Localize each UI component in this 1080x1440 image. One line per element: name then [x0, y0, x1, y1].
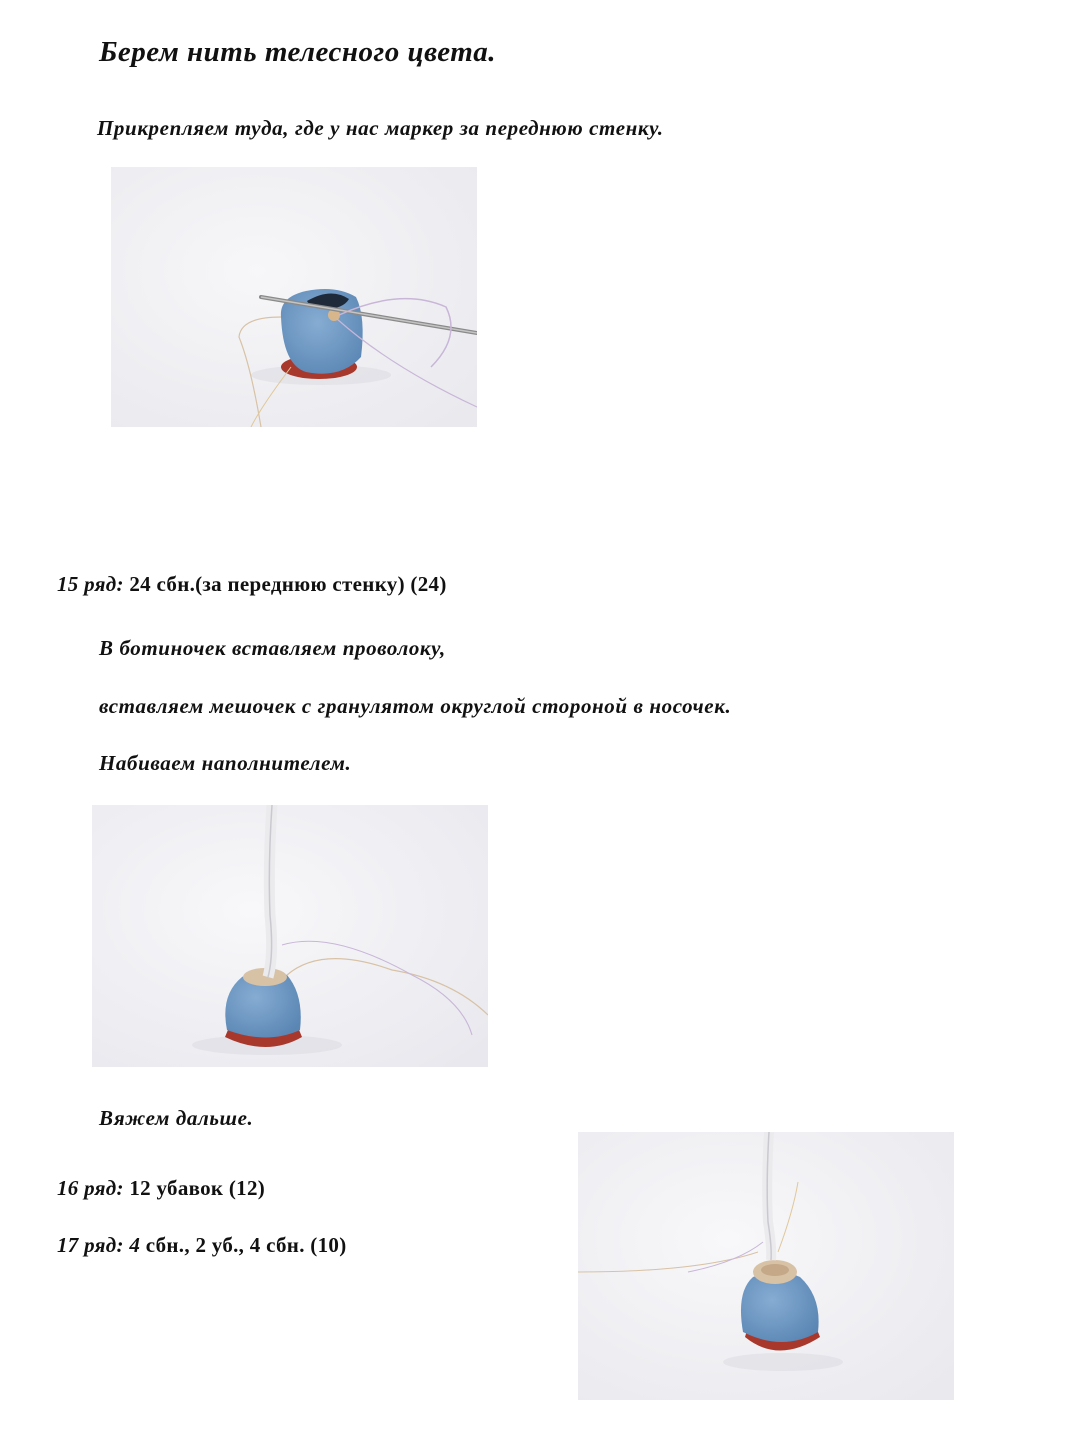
- row-16-label: 16 ряд:: [57, 1176, 124, 1200]
- photo-hook-in-boot: [111, 167, 477, 427]
- row-15-text: 24 сбн.(за переднюю стенку) (24): [123, 572, 447, 596]
- page-heading: Берем нить телесного цвета.: [99, 36, 496, 68]
- row-17-label: 17 ряд:: [57, 1233, 130, 1257]
- row-17: [57, 1233, 347, 1258]
- row-17-text: сбн., 2 уб., 4 сбн. (10): [140, 1233, 347, 1257]
- row-15: [57, 572, 447, 597]
- insert-bag-instruction: вставляем мешочек с гранулятом округлой стороной в носочек.: [99, 694, 732, 718]
- photo-boot-decreased: [578, 1132, 954, 1400]
- photo-boot-with-wire: [92, 805, 488, 1067]
- insert-wire-instruction: В ботиночек вставляем проволоку,: [99, 636, 446, 660]
- row-15-label: 15 ряд:: [57, 572, 124, 596]
- row-16: [57, 1176, 265, 1201]
- row-17-count: 4: [129, 1233, 141, 1257]
- attach-instruction: Прикрепляем туда, где у нас маркер за переднюю стенку.: [97, 116, 664, 140]
- stuff-instruction: Набиваем наполнителем.: [99, 751, 352, 775]
- continue-instruction: Вяжем дальше.: [99, 1106, 254, 1130]
- row-16-text: 12 убавок (12): [123, 1176, 266, 1200]
